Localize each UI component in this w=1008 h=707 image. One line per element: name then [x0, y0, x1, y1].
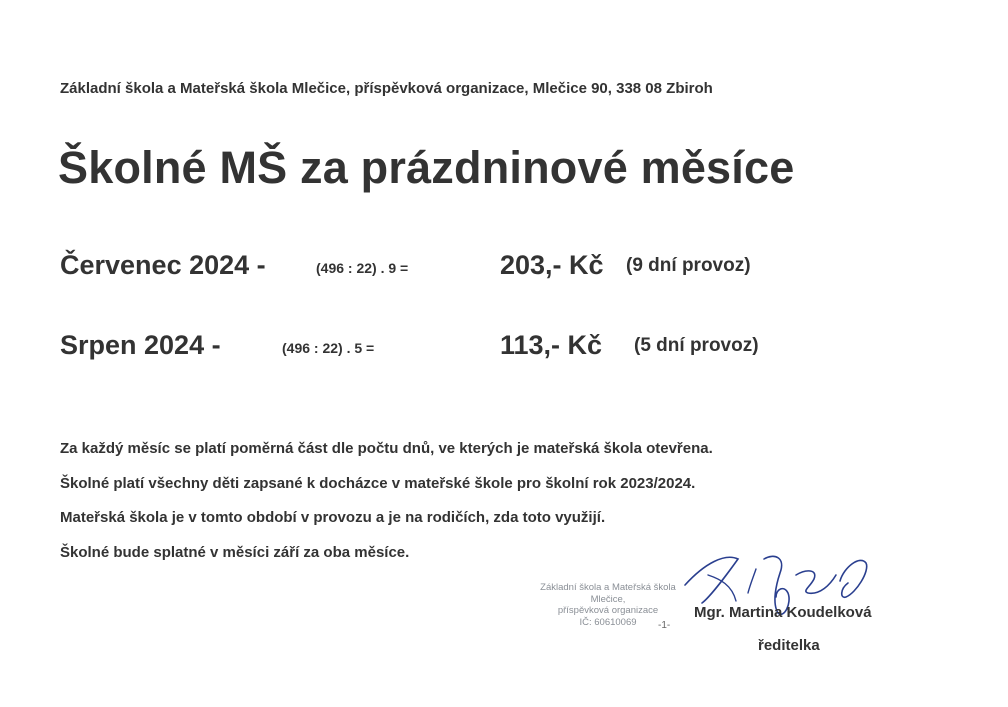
stamp-line: Základní škola a Mateřská škola [540, 582, 676, 593]
signer-role: ředitelka [758, 637, 820, 654]
fee-note: (5 dní provoz) [634, 335, 759, 356]
fee-formula: (496 : 22) . 5 = [282, 340, 375, 356]
school-stamp [528, 582, 688, 631]
handwritten-signature [680, 545, 880, 635]
fee-note: (9 dní provoz) [626, 255, 751, 276]
organization-header: Základní škola a Mateřská škola Mlečice, příspěvková organizace, Mlečice 90, 338 08 Zbiroh [60, 80, 713, 97]
fee-amount: 203,- Kč [500, 250, 604, 280]
signer-name: Mgr. Martina Koudelková [694, 604, 872, 621]
fee-month: Srpen 2024 - [60, 330, 221, 360]
fee-month: Červenec 2024 - [60, 250, 266, 280]
info-line: Mateřská škola je v tomto období v provozu a je na rodičích, zda toto využijí. [60, 509, 606, 527]
fee-formula: (496 : 22) . 9 = [316, 260, 409, 276]
stamp-line: IČ: 60610069 [579, 616, 637, 628]
fee-amount: 113,- Kč [500, 330, 603, 360]
info-line: Za každý měsíc se platí poměrná část dle počtu dnů, ve kterých je mateřská škola otevřena. [60, 440, 713, 457]
info-line: Školné platí všechny děti zapsané k docházce v mateřské škole pro školní rok 2023/2024. [60, 474, 696, 492]
stamp-line: Mlečice, [590, 593, 626, 605]
page-number: -1- [658, 620, 671, 631]
page-title: Školné MŠ za prázdninové měsíce [58, 142, 795, 193]
stamp-line: příspěvková organizace [557, 605, 659, 616]
info-line: Školné bude splatné v měsíci září za oba měsíce. [60, 544, 410, 562]
